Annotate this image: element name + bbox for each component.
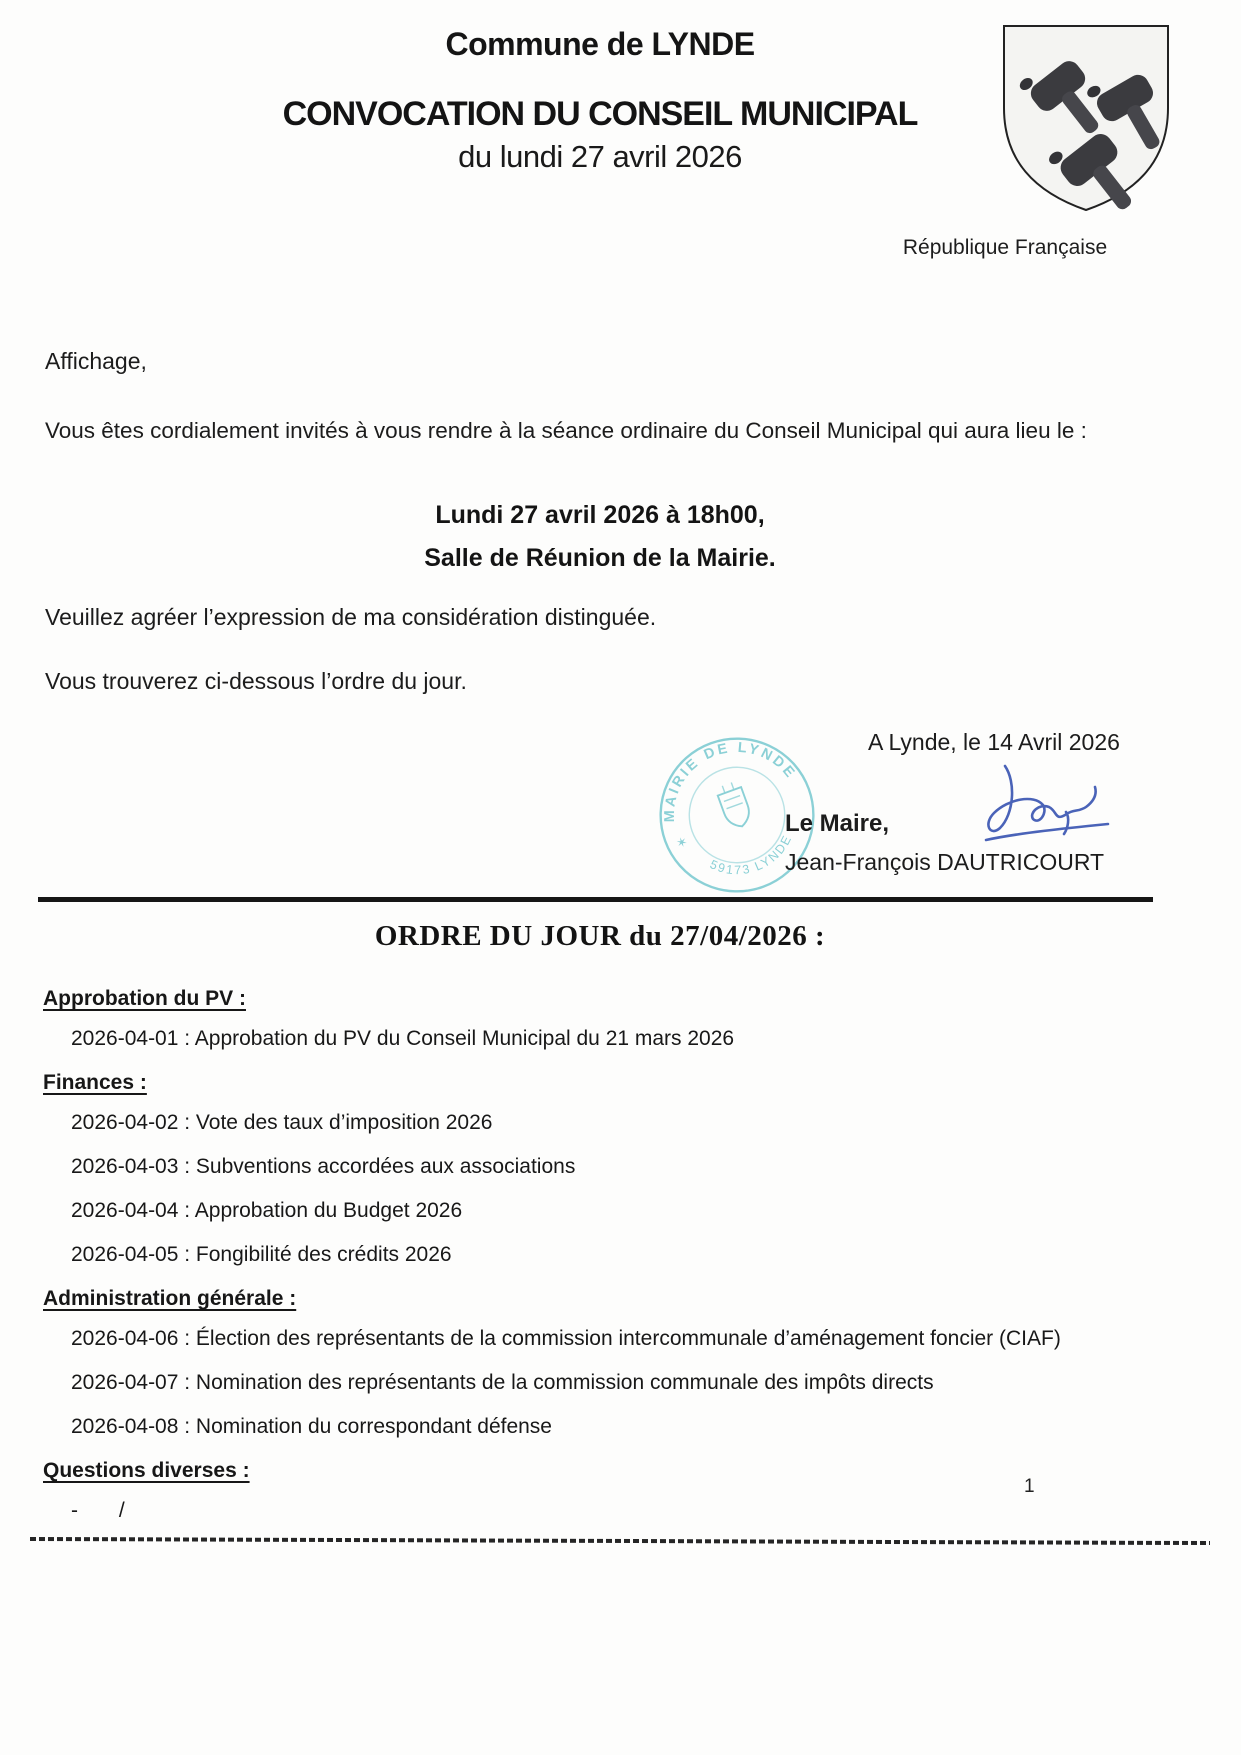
document-date-line: du lundi 27 avril 2026	[458, 139, 742, 174]
agenda-section-title: Approbation du PV :	[43, 987, 246, 1010]
agenda-section	[43, 1286, 1196, 1440]
agenda-item: 2026-04-02 : Vote des taux d’imposition 2026	[71, 1111, 493, 1134]
meeting-place: Salle de Réunion de la Mairie.	[424, 544, 776, 572]
agenda-sections	[43, 986, 1196, 1542]
stamp-star-glyph: ✶	[674, 833, 690, 852]
agenda-section	[43, 986, 1196, 1052]
agenda-heading: ORDRE DU JOUR du 27/04/2026 :	[374, 920, 826, 952]
agenda-item: 2026-04-01 : Approbation du PV du Conseil Municipal du 21 mars 2026	[71, 1027, 735, 1050]
coat-of-arms-shield-icon	[998, 20, 1174, 216]
stamp-top-text: MAIRIE DE LYNDE	[661, 739, 800, 823]
agenda-item: 2026-04-04 : Approbation du Budget 2026	[71, 1199, 463, 1222]
agenda-item: 2026-04-07 : Nomination des représentants de la commission communale des impôts directs	[71, 1371, 934, 1394]
meeting-details	[45, 494, 1155, 580]
republique-francaise-label: République Française	[902, 236, 1108, 259]
agenda-item: 2026-04-03 : Subventions accordées aux associations	[71, 1155, 576, 1178]
addressee-line: Affichage,	[45, 348, 147, 374]
section-divider-rule	[38, 897, 1153, 902]
agenda-section-title: Administration générale :	[43, 1287, 297, 1310]
svg-text:MAIRIE DE LYNDE	[653, 731, 801, 827]
courtesy-line: Veuillez agréer l’expression de ma considération distinguée.	[45, 604, 657, 630]
stamp-bottom-text: 59173 LYNDE	[707, 832, 795, 878]
document-title: CONVOCATION DU CONSEIL MUNICIPAL	[282, 95, 918, 133]
agenda-item: - /	[71, 1499, 125, 1522]
agenda-section-title: Questions diverses :	[43, 1459, 250, 1482]
signer-name-line: Jean-François DAUTRICOURT	[785, 849, 1105, 875]
agenda-section	[43, 1070, 1196, 1268]
place-and-date-line: A Lynde, le 14 Avril 2026	[868, 729, 1120, 755]
page-number: 1	[1024, 1476, 1035, 1497]
agenda-section-title: Finances :	[43, 1071, 147, 1094]
meeting-datetime: Lundi 27 avril 2026 à 18h00,	[435, 501, 765, 529]
mayor-signature-handwriting	[948, 756, 1118, 856]
agenda-item: 2026-04-08 : Nomination du correspondant défense	[71, 1415, 552, 1438]
agenda-note-line: Vous trouverez ci-dessous l’ordre du jour.	[45, 668, 467, 694]
commune-name: Commune de LYNDE	[445, 26, 755, 62]
agenda-item: 2026-04-05 : Fongibilité des crédits 2026	[71, 1243, 452, 1266]
invitation-paragraph: Vous êtes cordialement invités à vous rendre à la séance ordinaire du Conseil Municipal qui aura lieu le :	[45, 418, 1087, 443]
agenda-item: 2026-04-06 : Élection des représentants de la commission intercommunale d’aménagement foncier (CIAF)	[71, 1327, 1061, 1350]
signer-title-line: Le Maire,	[785, 810, 890, 837]
